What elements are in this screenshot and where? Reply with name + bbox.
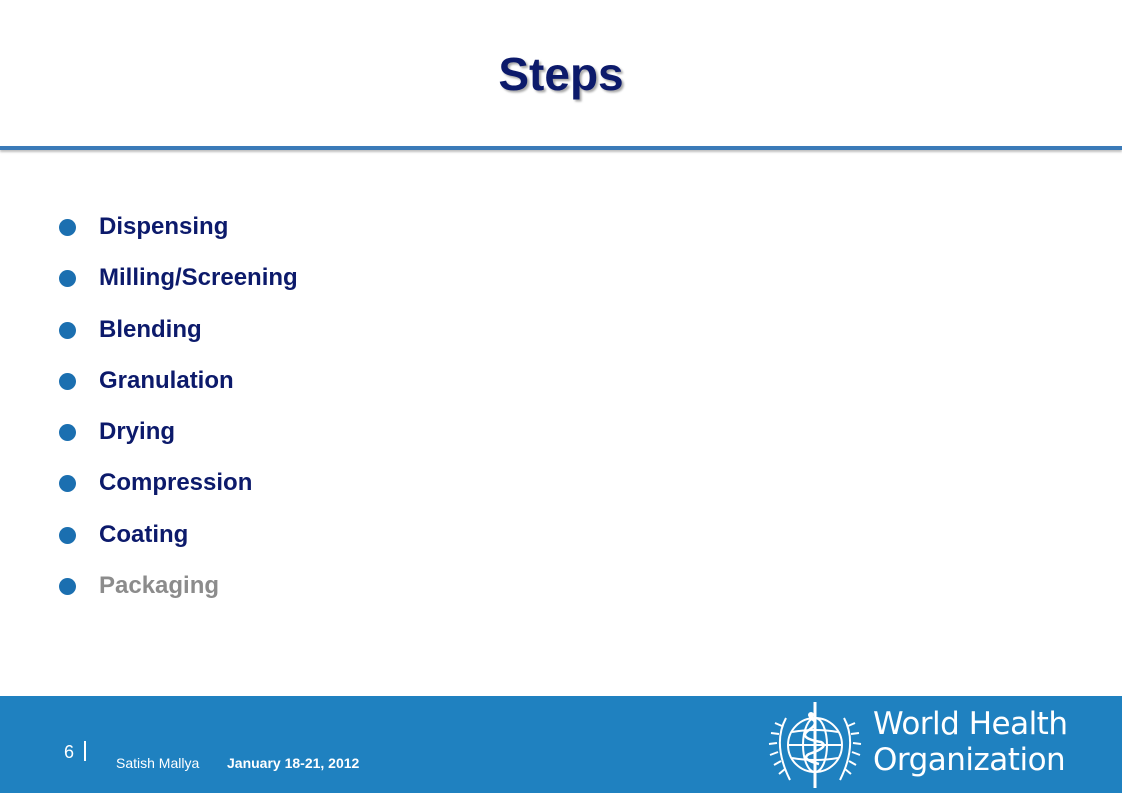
bullet-icon <box>59 578 76 595</box>
page-number-separator <box>84 741 86 761</box>
bullet-icon <box>59 475 76 492</box>
bullet-icon <box>59 322 76 339</box>
step-label: Milling/Screening <box>99 264 298 292</box>
step-item-milling-screening <box>0 257 298 308</box>
slide-footer <box>0 696 1122 793</box>
step-item-drying <box>0 411 298 462</box>
step-label: Coating <box>99 520 189 548</box>
step-item-dispensing <box>0 206 298 257</box>
steps-list <box>0 206 298 616</box>
step-item-packaging <box>0 565 298 616</box>
bullet-icon <box>59 424 76 441</box>
bullet-icon <box>59 527 76 544</box>
step-label: Packaging <box>99 572 220 600</box>
step-item-compression <box>0 462 298 513</box>
page-number: 6 <box>64 742 75 762</box>
title-divider <box>0 146 1122 150</box>
step-label: Granulation <box>99 366 234 394</box>
bullet-icon <box>59 270 76 287</box>
who-logo-line-2: Organization <box>873 742 1066 778</box>
step-label: Blending <box>99 315 202 343</box>
bullet-icon <box>59 219 76 236</box>
step-item-coating <box>0 514 298 565</box>
footer-date: January 18-21, 2012 <box>227 755 360 771</box>
step-item-granulation <box>0 360 298 411</box>
step-label: Compression <box>99 469 253 497</box>
who-logo-wordmark <box>873 706 1068 778</box>
slide-title: Steps <box>498 48 624 100</box>
step-item-blending <box>0 309 298 360</box>
who-logo-line-1: World Health <box>873 706 1068 742</box>
footer-author: Satish Mallya <box>116 755 200 771</box>
step-label: Dispensing <box>99 213 229 240</box>
bullet-icon <box>59 373 76 390</box>
step-label: Drying <box>99 418 176 446</box>
who-emblem-icon <box>764 698 866 792</box>
